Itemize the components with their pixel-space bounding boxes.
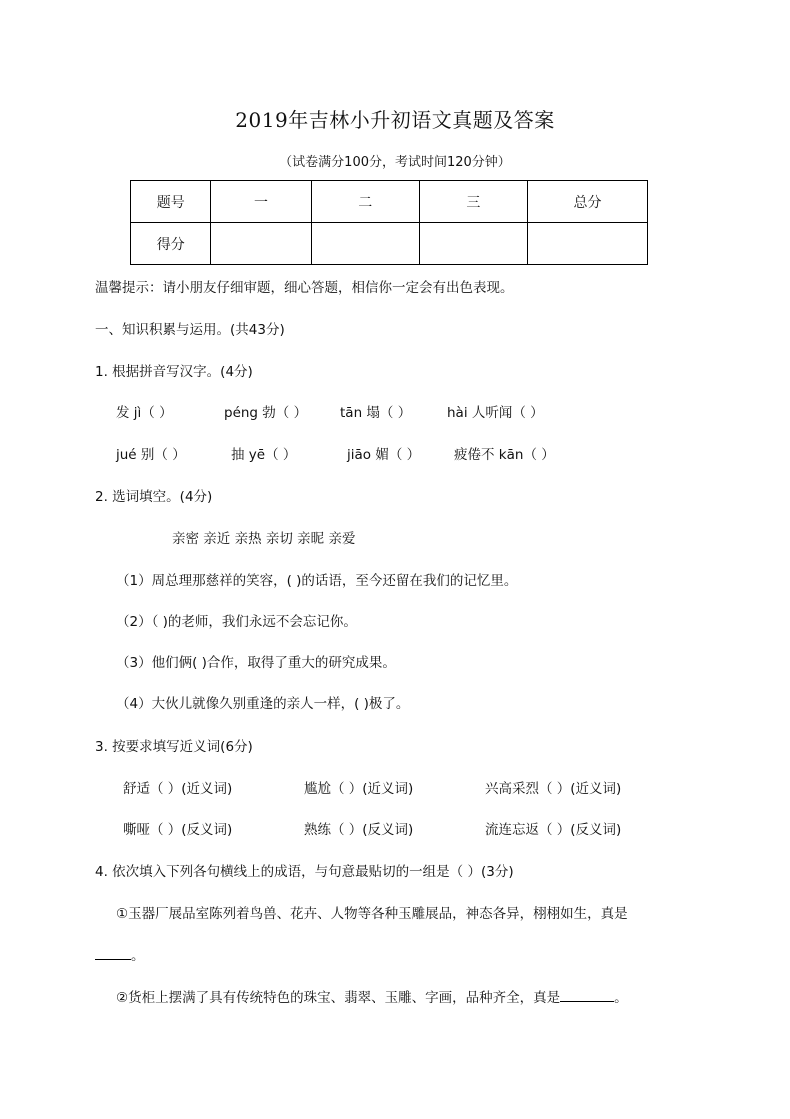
pinyin-item: 抽 yē（ ） [231, 447, 297, 463]
table-header-cell: 一 [211, 181, 311, 223]
sentence-text: ②货柜上摆满了具有传统特色的珠宝、翡翠、玉雕、字画，品种齐全，真是 [116, 990, 561, 1006]
section-heading: 一、知识积累与运用。(共43分) [95, 322, 285, 338]
synonym-item: 尴尬（ ）(近义词) [304, 781, 414, 797]
question-heading: 3. 按要求填写近义词(6分) [95, 739, 253, 755]
synonym-item: 舒适（ ）(近义词) [123, 781, 233, 797]
pinyin-item: 发 jì（ ） [116, 405, 173, 421]
score-table-header-row [131, 181, 648, 223]
pinyin-item: jué 别（ ） [116, 447, 186, 463]
pinyin-row [0, 401, 790, 421]
synonym-item: 兴高采烈（ ）(近义词) [485, 781, 622, 797]
sentence-end: 。 [131, 948, 145, 964]
page-title: 2019年吉林小升初语文真题及答案 [235, 108, 555, 132]
table-header-cell: 二 [311, 181, 419, 223]
score-table [130, 180, 648, 265]
pinyin-item: hài 人听闻（ ） [447, 405, 544, 421]
pinyin-item: 疲倦不 kān（ ） [454, 447, 555, 463]
page-subtitle: （试卷满分100分，考试时间120分钟） [279, 155, 511, 170]
sentence-item: ①玉器厂展品室陈列着鸟兽、花卉、人物等各种玉雕展品，神态各异，栩栩如生，真是 [116, 906, 628, 922]
answer-blank[interactable] [560, 987, 614, 1002]
score-cell[interactable] [211, 223, 311, 265]
antonym-item: 熟练（ ）(反义词) [304, 822, 414, 838]
pinyin-item: tān 塌（ ） [340, 405, 412, 421]
answer-blank[interactable] [95, 945, 131, 960]
table-header-cell: 题号 [131, 181, 211, 223]
pinyin-item: jiāo 媚（ ） [347, 447, 421, 463]
pinyin-row [0, 443, 790, 463]
word-options: 亲密 亲近 亲热 亲切 亲昵 亲爱 [172, 531, 356, 547]
table-header-cell: 总分 [527, 181, 647, 223]
sentence-continuation [95, 944, 145, 964]
pinyin-item: péng 勃（ ） [224, 405, 308, 421]
score-cell[interactable] [311, 223, 419, 265]
table-row-label: 得分 [131, 223, 211, 265]
tip-text: 温馨提示：请小朋友仔细审题，细心答题，相信你一定会有出色表现。 [95, 280, 514, 296]
fill-item: （4）大伙儿就像久别重逢的亲人一样，( )极了。 [116, 696, 410, 712]
fill-item: （3）他们俩( )合作，取得了重大的研究成果。 [116, 655, 396, 671]
fill-item: （1）周总理那慈祥的笑容，( )的话语，至今还留在我们的记忆里。 [116, 573, 518, 589]
antonym-item: 流连忘返（ ）(反义词) [485, 822, 622, 838]
table-header-cell: 三 [419, 181, 527, 223]
question-heading: 1. 根据拼音写汉字。(4分) [95, 364, 253, 380]
question-heading: 4. 依次填入下列各句横线上的成语，与句意最贴切的一组是（ ）(3分) [95, 864, 514, 880]
sentence-end: 。 [614, 990, 628, 1006]
sentence-item [116, 986, 628, 1006]
fill-item: （2）（ )的老师，我们永远不会忘记你。 [116, 614, 357, 630]
antonym-item: 嘶哑（ ）(反义词) [123, 822, 233, 838]
score-table-score-row [131, 223, 648, 265]
question-heading: 2. 选词填空。(4分) [95, 489, 213, 505]
synonym-row [0, 777, 790, 797]
score-cell[interactable] [419, 223, 527, 265]
score-cell[interactable] [527, 223, 647, 265]
antonym-row [0, 818, 790, 838]
